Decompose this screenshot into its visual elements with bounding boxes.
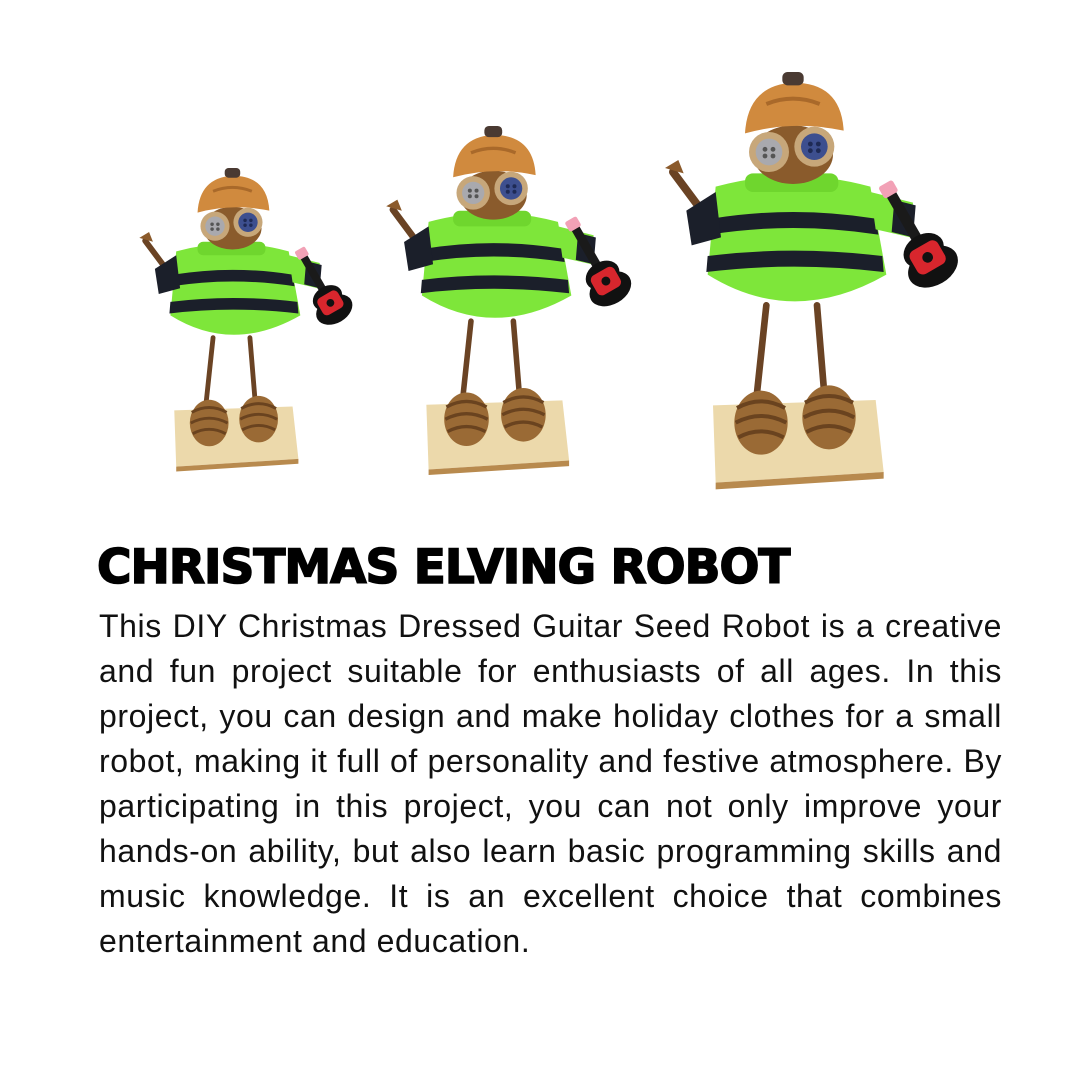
product-title: CHRISTMAS ELVING ROBOT [97, 540, 790, 595]
robot-figurine-large [652, 72, 974, 512]
robot-figurine-small [128, 168, 366, 488]
product-hero-image [0, 0, 1080, 530]
robot-figurine-medium [374, 126, 646, 494]
product-description: This DIY Christmas Dressed Guitar Seed Robot is a creative and fun project suitable for enthusiasts of all ages. In this project, you can design and make holiday clothes for a small robot, making it full of personality and festive atmosphere. By participating in this project, you can not only improve your hands-on ability, but also learn basic programming skills and music knowledge. It is an excellent choice that combines entertainment and education. [99, 608, 1002, 959]
